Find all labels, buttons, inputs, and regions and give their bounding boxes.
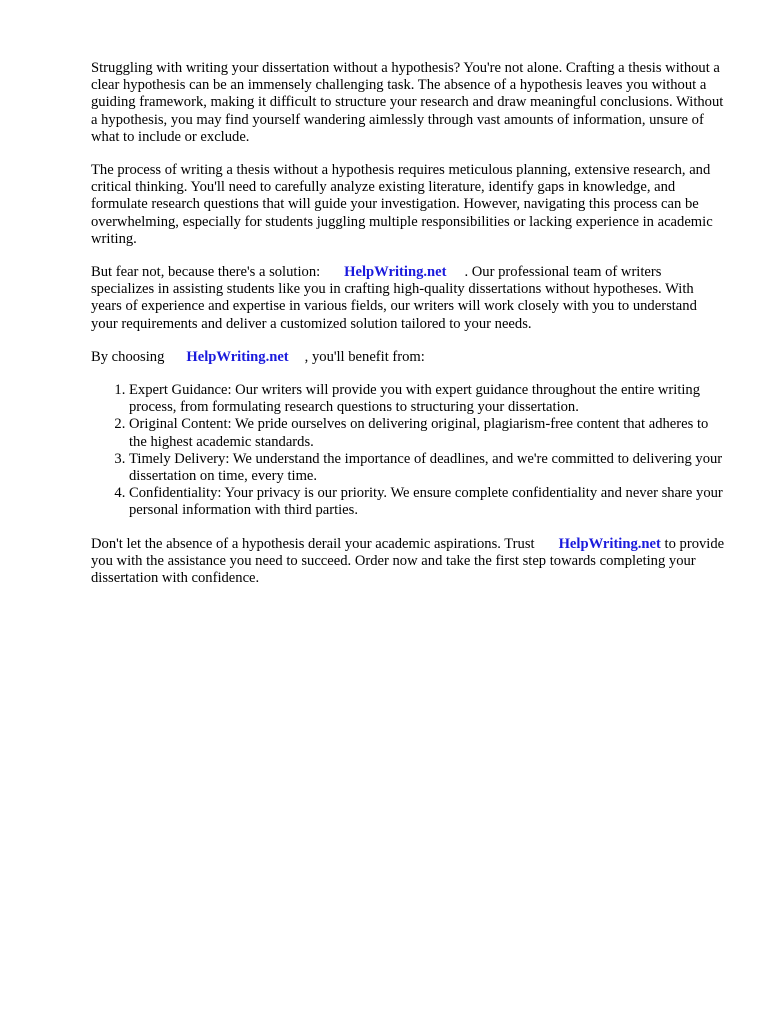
benefit-item-original-content: 2. Original Content: We pride ourselves on delivering original, plagiarism-free content that adheres to the highest academic standards. [129,416,727,450]
benefit-item-confidentiality: 4. Confidentiality: Your privacy is our priority. We ensure complete confidentiality and never share your personal information with third parties. [129,485,727,519]
paragraph-choosing-lead: By choosing [91,348,165,365]
paragraph-solution [91,264,727,333]
paragraph-closing-lead: Don't let the absence of a hypothesis derail your academic aspirations. Trust [91,535,535,552]
paragraph-closing-rest: to provide you with the assistance you need to succeed. Order now and take the first step towards completing your dissertation with confidence. [91,535,725,587]
paragraph-choosing-rest: , you'll benefit from: [304,348,425,365]
helpwriting-link-2[interactable]: HelpWriting.net [186,348,289,365]
benefits-list [91,382,727,520]
helpwriting-link-1[interactable]: HelpWriting.net [344,264,447,281]
paragraph-solution-lead: But fear not, because there's a solution: [91,264,321,281]
benefit-item-timely-delivery: 3. Timely Delivery: We understand the importance of deadlines, and we're committed to delivering your dissertation on time, every time. [129,451,727,485]
document-page [91,60,727,603]
paragraph-process: The process of writing a thesis without a hypothesis requires meticulous planning, extensive research, and critical thinking. You'll need to carefully analyze existing literature, identify gaps in knowledge, and formulate research questions that will guide your investigation. However, navigating this process can be overwhelming, especially for students juggling multiple responsibilities or lacking experience in academic writing. [91,162,713,247]
benefit-item-expert-guidance: 1. Expert Guidance: Our writers will provide you with expert guidance throughout the entire writing process, from formulating research questions to structuring your dissertation. [129,382,727,416]
paragraph-choosing [91,349,727,366]
helpwriting-link-3[interactable]: HelpWriting.net [558,535,661,552]
paragraph-intro: Struggling with writing your dissertation without a hypothesis? You're not alone. Crafting a thesis without a clear hypothesis can be an immensely challenging task. The absence of a hypothesis leaves you without a guiding framework, making it difficult to structure your research and draw meaningful conclusions. Without a hypothesis, you may find yourself wandering aimlessly through vast amounts of information, unsure of what to include or exclude. [91,60,724,145]
paragraph-solution-rest: . Our professional team of writers specializes in assisting students like you in crafting high-quality dissertations without hypotheses. With years of experience and expertise in various fields, our writers will work closely with you to understand your requirements and deliver a customized solution tailored to your needs. [91,264,697,332]
paragraph-closing [91,536,727,588]
